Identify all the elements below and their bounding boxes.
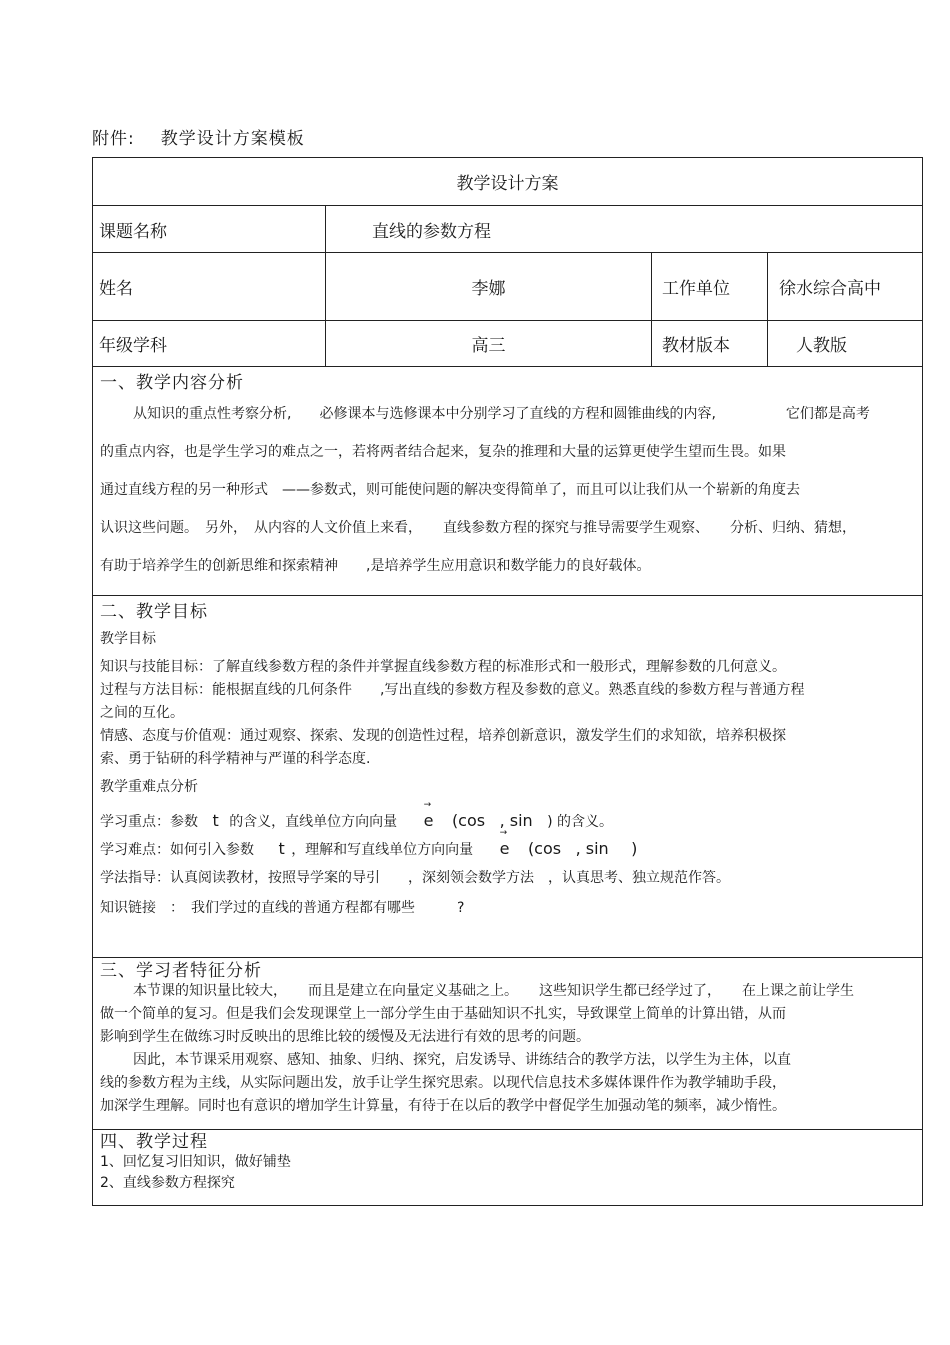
- attachment-title: 教学设计方案模板: [160, 129, 305, 149]
- attachment-label: 附件:: [92, 129, 135, 149]
- paragraph-line: 因此，本节课采用观察、感知、抽象、归纳、探究，启发诱导、讲练结合的教学方法，以学生为主体，以直: [133, 1052, 791, 1068]
- teaching-goals-section: [93, 596, 922, 958]
- key-point-line: [100, 813, 915, 829]
- key-point-text: ) 的含义。: [547, 814, 614, 830]
- cos-term: (cos: [451, 811, 486, 830]
- teaching-process-section: [93, 1130, 922, 1205]
- goal-line: 情感、态度与价值观：通过观察、探索、发现的创造性过程，培养创新意识，激发学生们的求知欲，培养积极探: [100, 728, 786, 744]
- edition-label: 教材版本: [651, 321, 767, 366]
- paragraph-line: 通过直线方程的另一种形式 ——参数式，则可能使问题的解决变得简单了，而且可以让我们从一个崭新的角度去: [100, 482, 800, 498]
- subheading: 教学目标: [100, 631, 156, 647]
- sin-term: , sin: [575, 839, 609, 858]
- grade-value: 高三: [325, 321, 651, 366]
- section-title: 四、教学过程: [100, 1132, 208, 1152]
- unit-vector-e: → e: [424, 813, 434, 829]
- method-line: 学法指导：认真阅读教材，按照导学案的导引 ，深刻领会数学方法 ，认真思考、独立规范作答。: [100, 870, 730, 886]
- table-title: 教学设计方案: [456, 174, 559, 194]
- paragraph-line: 从知识的重点性考察分析, 必修课本与选修课本中分别学习了直线的方程和圆锥曲线的内容, 它们都是高考: [133, 406, 870, 422]
- design-table: [92, 157, 923, 1206]
- topic-label: 课题名称: [99, 221, 167, 242]
- key-point-text: 学习重点：参数: [100, 814, 198, 830]
- grade-row: [93, 321, 922, 367]
- unit-vector-e: → e: [500, 841, 510, 857]
- paragraph-line: 加深学生理解。同时也有意识的增加学生计算量，有待于在以后的教学中督促学生加强动笔的频率，减少惰性。: [100, 1098, 786, 1114]
- section-title: 一、教学内容分析: [100, 373, 244, 393]
- name-label: 姓名: [99, 279, 133, 299]
- topic-row: [93, 206, 922, 253]
- goal-line: 之间的互化。: [100, 705, 184, 721]
- paragraph-line: 影响到学生在做练习时反映出的思维比较的缓慢及无法进行有效的思考的问题。: [100, 1029, 590, 1045]
- process-step: 2、直线参数方程探究: [100, 1175, 235, 1191]
- knowledge-link-line: 知识链接 ： 我们学过的直线的普通方程都有哪些 ?: [100, 900, 465, 916]
- table-title-row: [93, 158, 922, 206]
- difficulty-text: ，理解和写直线单位方向向量: [291, 842, 474, 858]
- topic-value: 直线的参数方程: [325, 206, 922, 252]
- name-value: 李娜: [325, 253, 651, 320]
- section-title: 二、教学目标: [100, 602, 208, 622]
- paragraph-line: 认识这些问题。 另外， 从内容的人文价值上来看， 直线参数方程的探究与推导需要学生观察、 分析、归纳、猜想，: [100, 520, 856, 536]
- paragraph-line: 做一个简单的复习。但是我们会发现课堂上一部分学生由于基础知识不扎实，导致课堂上简单的计算出错，从而: [100, 1006, 786, 1022]
- sin-term: , sin: [499, 811, 533, 830]
- goal-line: 索、勇于钻研的科学精神与严谨的科学态度.: [100, 751, 371, 767]
- paragraph-line: 线的参数方程为主线，从实际问题出发，放手让学生探究思索。以现代信息技术多媒体课件作为教学辅助手段，: [100, 1075, 786, 1091]
- learner-analysis-section: [93, 958, 922, 1130]
- cos-term: (cos: [527, 839, 562, 858]
- subheading: 教学重难点分析: [100, 779, 198, 795]
- key-point-text: 的含义，直线单位方向向量: [229, 814, 398, 830]
- goal-line: 过程与方法目标：能根据直线的几何条件 ,写出直线的参数方程及参数的意义。熟悉直线的参数方程与普通方程: [100, 682, 805, 698]
- goal-line: 知识与技能目标：了解直线参数方程的条件并掌握直线参数方程的标准形式和一般形式，理解参数的几何意义。: [100, 659, 786, 675]
- paragraph-line: 的重点内容，也是学生学习的难点之一，若将两者结合起来，复杂的推理和大量的运算更使学生望而生畏。如果: [100, 444, 786, 460]
- param-t: t: [278, 839, 285, 858]
- difficulty-text: 学习难点：如何引入参数: [100, 842, 254, 858]
- difficulty-text: ): [631, 839, 638, 858]
- content-analysis-section: [93, 367, 922, 596]
- unit-value: 徐水综合高中: [767, 253, 922, 320]
- difficulty-line: [100, 841, 915, 857]
- name-row: [93, 253, 922, 321]
- attachment-heading: [92, 124, 305, 149]
- process-step: 1、回忆复习旧知识，做好铺垫: [100, 1154, 291, 1170]
- param-t: t: [212, 811, 219, 830]
- edition-value: 人教版: [767, 321, 922, 366]
- unit-label: 工作单位: [651, 253, 767, 320]
- section-title: 三、学习者特征分析: [100, 961, 262, 981]
- grade-label: 年级学科: [99, 336, 167, 356]
- paragraph-line: 有助于培养学生的创新思维和探索精神 ,是培养学生应用意识和数学能力的良好载体。: [100, 558, 651, 574]
- paragraph-line: 本节课的知识量比较大， 而且是建立在向量定义基础之上。 这些知识学生都已经学过了， 在上课之前让学生: [133, 983, 854, 999]
